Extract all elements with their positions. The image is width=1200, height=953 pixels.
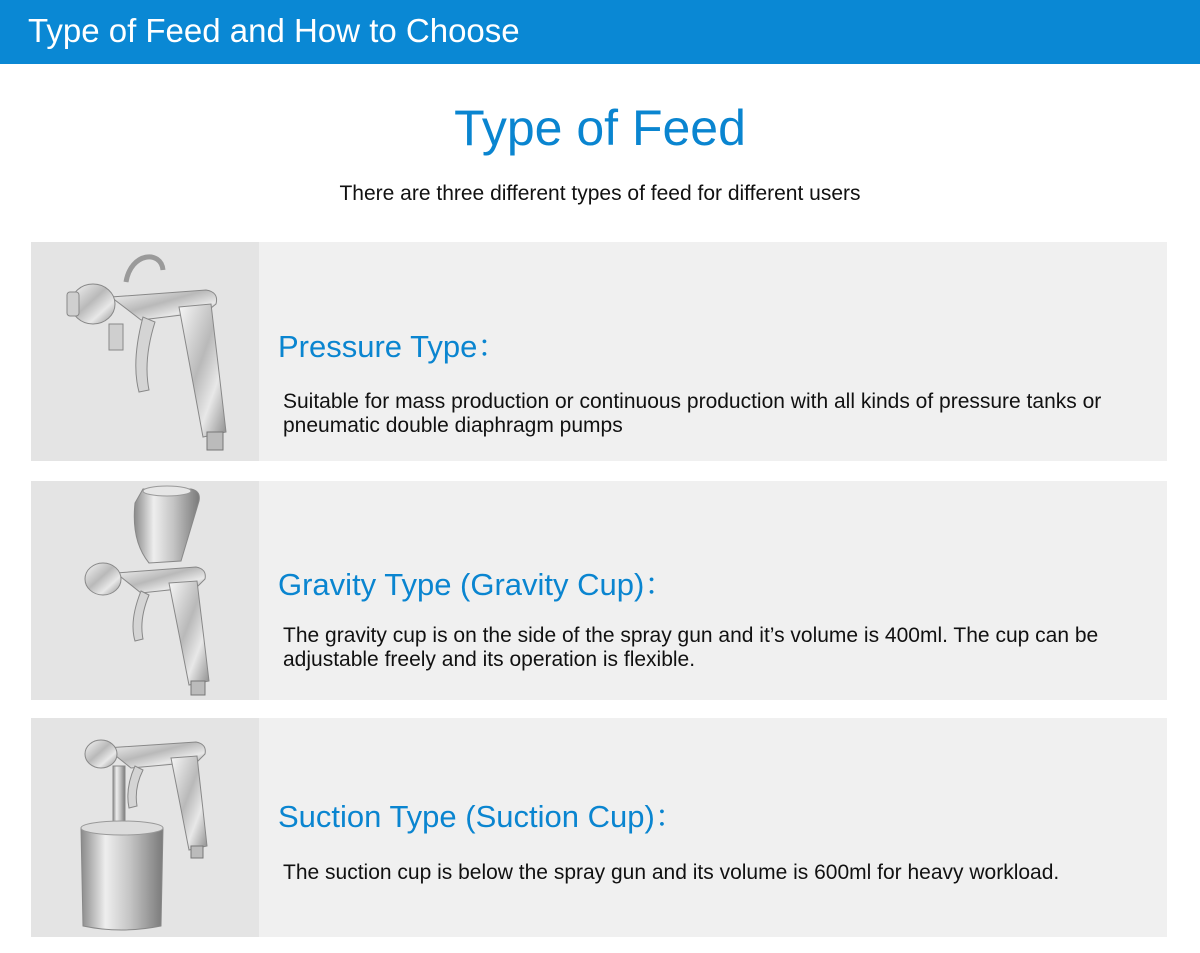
feed-title: Pressure Type：	[278, 329, 509, 364]
feed-description: Suitable for mass production or continuous production with all kinds of pressure tanks or pneumatic double diaphragm pumps	[283, 390, 1102, 437]
feed-card-gravity	[31, 481, 1167, 700]
page-title: Type of Feed	[454, 100, 746, 156]
header-banner	[0, 0, 1200, 64]
suction-cup-spray-gun-icon	[31, 718, 259, 937]
page-subtitle: There are three different types of feed for different users	[339, 182, 861, 205]
pressure-spray-gun-icon	[31, 242, 259, 461]
header-title: Type of Feed and How to Choose	[28, 12, 520, 49]
feed-card-suction	[31, 718, 1167, 937]
feed-title: Gravity Type (Gravity Cup)：	[278, 567, 676, 602]
feed-card-pressure	[31, 242, 1167, 461]
feed-description: The suction cup is below the spray gun and its volume is 600ml for heavy workload.	[283, 861, 1060, 884]
feed-description: The gravity cup is on the side of the spray gun and it’s volume is 400ml. The cup can be adjustable freely and its operation is flexible.	[283, 624, 1099, 671]
gravity-cup-spray-gun-icon	[31, 481, 259, 700]
feed-title: Suction Type (Suction Cup)：	[278, 799, 686, 834]
